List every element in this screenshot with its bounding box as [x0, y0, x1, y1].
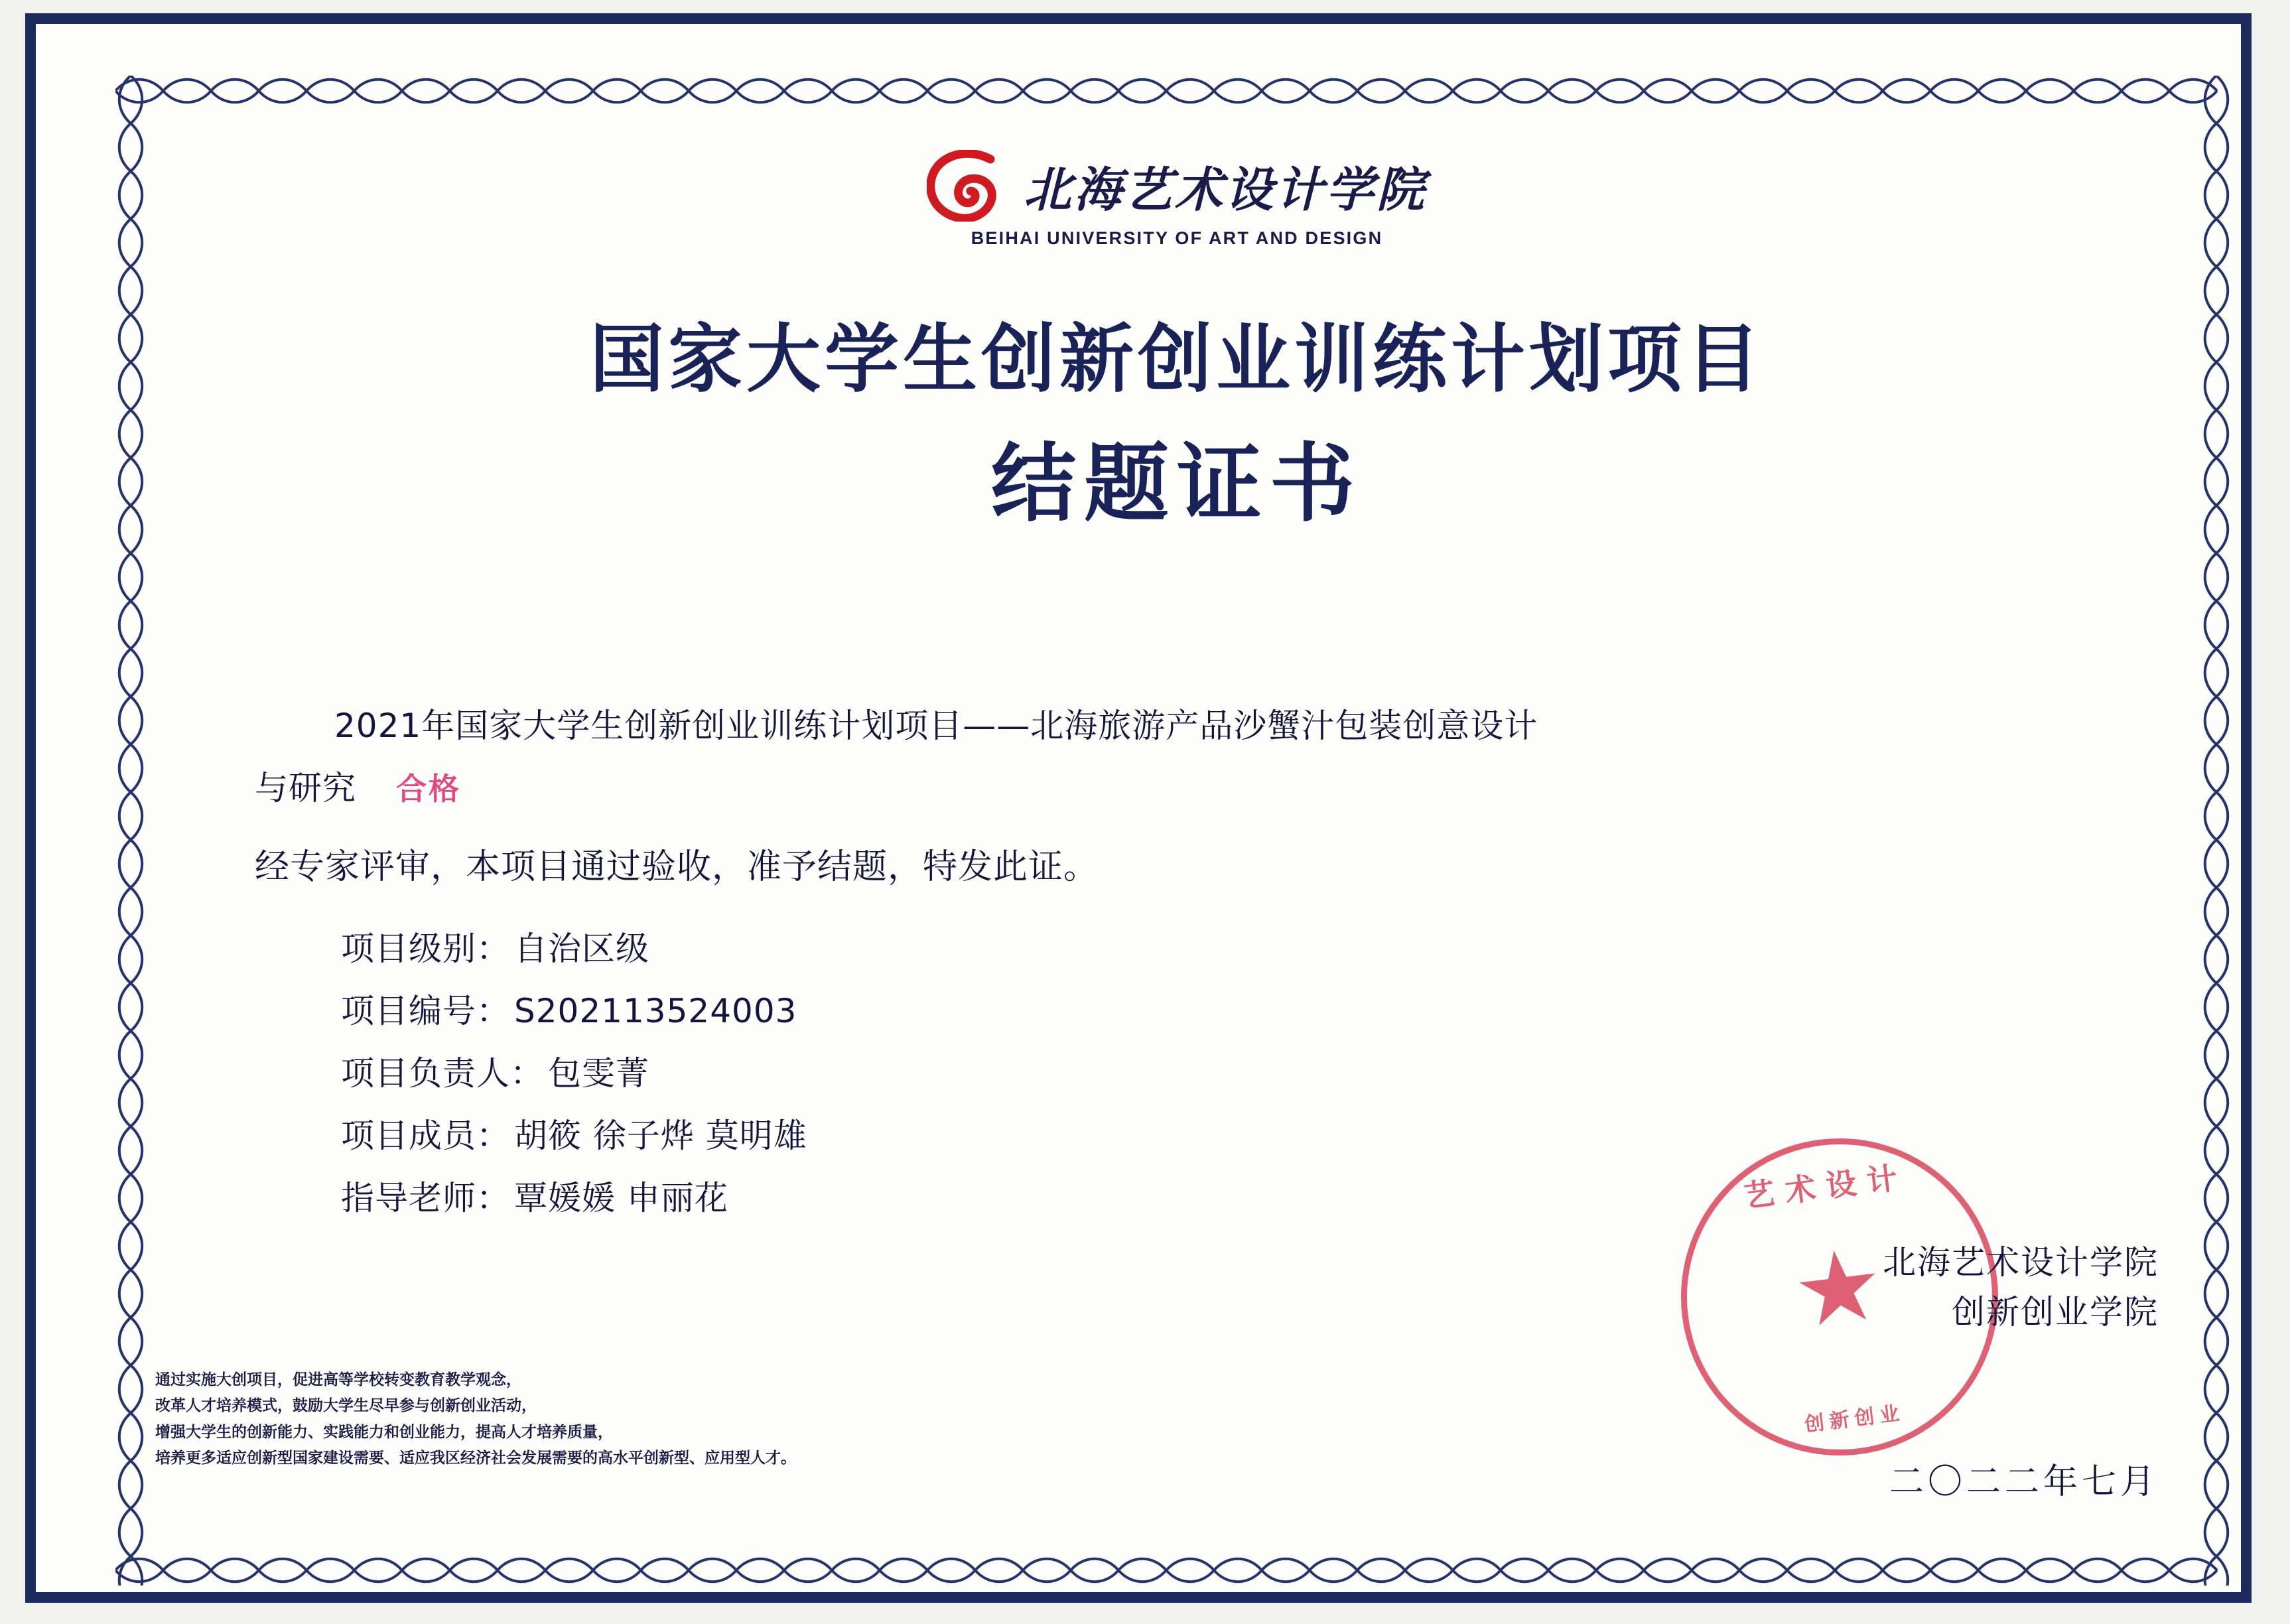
school-name-en: BEIHAI UNIVERSITY OF ART AND DESIGN [971, 228, 1383, 248]
approval-statement: 经专家评审，本项目通过验收，准予结题，特发此证。 [255, 846, 1099, 887]
issuer-line-1: 北海艺术设计学院 [1883, 1243, 2159, 1282]
logo-row [927, 150, 1427, 222]
project-description-text-1: 2021年国家大学生创新创业训练计划项目——北海旅游产品沙蟹汁包装创意设计 [334, 707, 1538, 745]
certificate-title [155, 316, 2198, 537]
seal-star-icon: ★ [1787, 1227, 1890, 1349]
braid-border-left [115, 76, 146, 1586]
issuer-line-2: 创新创业学院 [1952, 1293, 2159, 1331]
field-value: 胡筱 徐子烨 莫明雄 [514, 1116, 807, 1155]
school-name-cn: 北海艺术设计学院 [1023, 161, 1428, 218]
footnote-block [155, 1367, 1150, 1471]
field-label: 项目编号： [341, 991, 510, 1030]
footnote-line: 增强大学生的创新能力、实践能力和创业能力，提高人才培养质量， [155, 1422, 613, 1441]
field-row [341, 917, 2112, 980]
field-row [341, 1042, 2112, 1105]
footnote-line: 培养更多适应创新型国家建设需要、适应我区经济社会发展需要的高水平创新型、应用型人才。 [155, 1449, 796, 1467]
seal-top-text: 艺术设计 [1742, 1158, 1910, 1215]
title-line-2: 结题证书 [990, 435, 1363, 534]
project-description-line-1 [255, 701, 2112, 752]
school-header [927, 150, 1427, 249]
project-description-line-2 [255, 762, 2112, 809]
field-label: 项目成员： [341, 1116, 510, 1155]
field-label: 指导老师： [341, 1178, 510, 1217]
field-value: 包雯菁 [548, 1053, 649, 1093]
grade-stamp: 合格 [396, 770, 461, 807]
braid-border-right [2201, 76, 2232, 1586]
issue-date: 二〇二二年七月 [1889, 1462, 2159, 1502]
field-label: 项目级别： [341, 929, 510, 968]
spiral-wave-logo-icon [927, 150, 1005, 222]
title-line-1: 国家大学生创新创业训练计划项目 [590, 316, 1764, 403]
field-row [341, 980, 2112, 1042]
field-value: 覃媛媛 申丽花 [514, 1178, 728, 1217]
seal-bottom-text: 创新创业 [1803, 1401, 1907, 1437]
issuer-block [1883, 1238, 2159, 1337]
seal-and-signature [1562, 1138, 2159, 1510]
braid-border-bottom [115, 1555, 2232, 1586]
footnote-line: 改革人才培养模式，鼓励大学生尽早参与创新创业活动， [155, 1396, 537, 1415]
field-label: 项目负责人： [341, 1053, 544, 1093]
braid-border-top [115, 76, 2232, 106]
certificate-content [155, 117, 2198, 1550]
project-description-text-2: 与研究 [255, 768, 356, 807]
field-value: S202113524003 [514, 991, 797, 1030]
footnote-line: 通过实施大创项目，促进高等学校转变教育教学观念， [155, 1370, 521, 1388]
field-value: 自治区级 [514, 929, 649, 968]
certificate-outer-frame [25, 13, 2252, 1603]
